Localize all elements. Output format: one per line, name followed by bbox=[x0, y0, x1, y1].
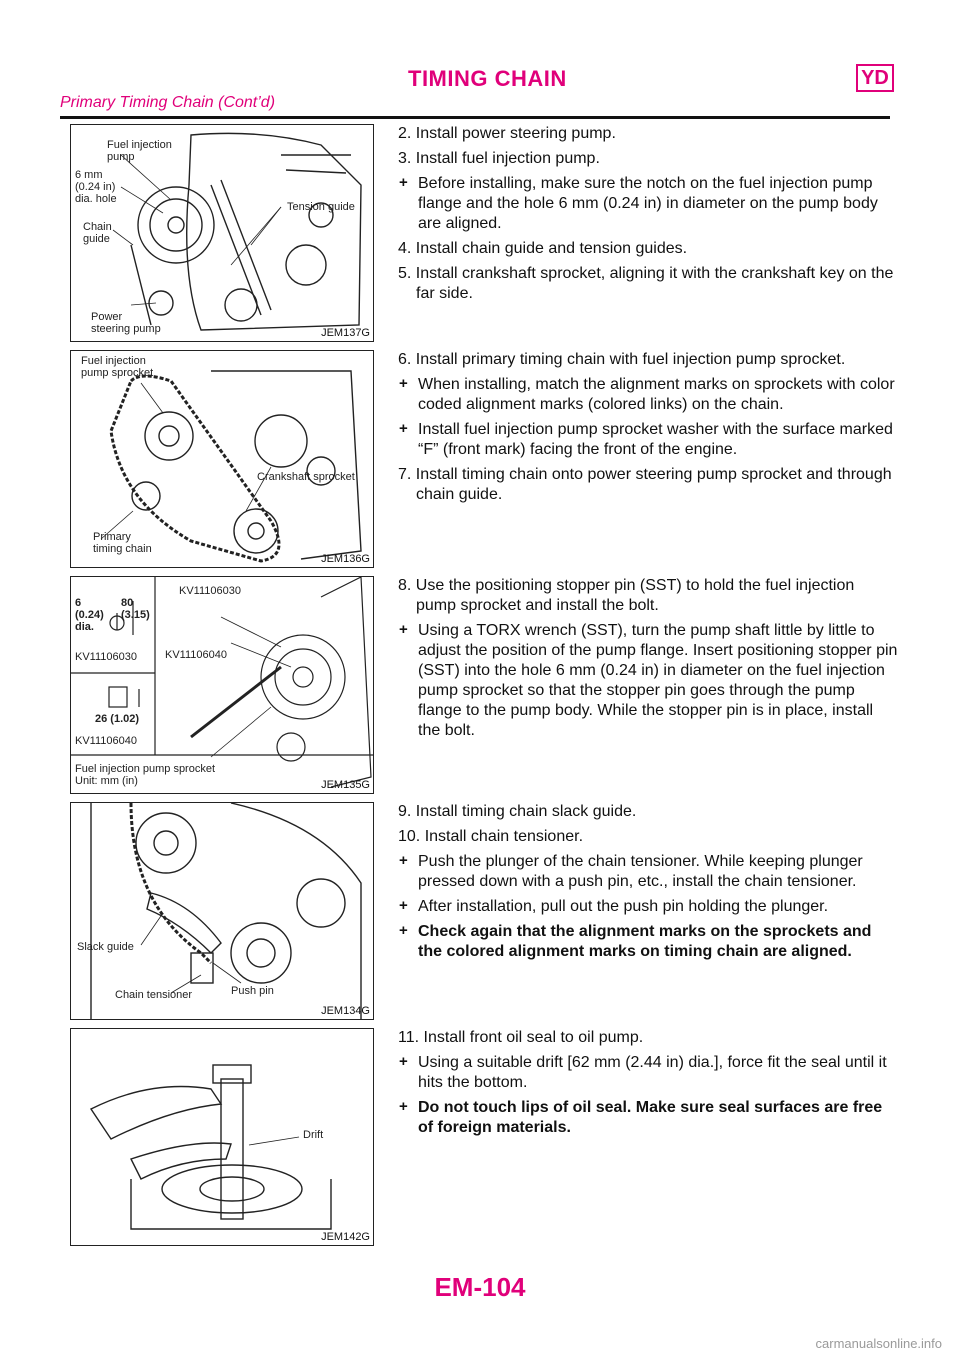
instruction-text bbox=[398, 802, 898, 967]
figure-label: Fuel injection pump bbox=[107, 139, 172, 163]
figure-label: Drift bbox=[303, 1129, 324, 1141]
header-divider bbox=[60, 116, 890, 119]
engine-badge: YD bbox=[856, 64, 894, 92]
figure-label: Primary timing chain bbox=[93, 531, 152, 555]
tensioner-illustration bbox=[71, 803, 373, 1019]
figure-code: JEM134G bbox=[321, 1005, 370, 1017]
step-text: 10. Install chain tensioner. bbox=[398, 828, 584, 845]
page-subtitle: Primary Timing Chain (Cont’d) bbox=[60, 94, 276, 111]
figure-primary-timing-chain bbox=[70, 350, 374, 568]
section-step-8 bbox=[70, 576, 898, 794]
figure-label: Slack guide bbox=[77, 941, 134, 953]
step-text: 9. Install timing chain slack guide. bbox=[398, 803, 637, 820]
step-text: 6. Install primary timing chain with fuel injection pump sprocket. bbox=[398, 351, 846, 368]
figure-label: Fuel injection pump sprocket Unit: mm (in) bbox=[75, 763, 216, 787]
bullet-text: + Install fuel injection pump sprocket washer with the surface marked “F” (front mark) facing the front of the engine. bbox=[398, 420, 898, 460]
figure-label: Chain tensioner bbox=[115, 989, 193, 1001]
section-step-6-7 bbox=[70, 350, 895, 568]
figure-code: JEM142G bbox=[321, 1231, 370, 1243]
figure-chain-tensioner bbox=[70, 802, 374, 1020]
step-text: 4. Install chain guide and tension guides. bbox=[398, 240, 688, 257]
step-text: 11. Install front oil seal to oil pump. bbox=[398, 1029, 644, 1046]
caution-text: + Do not touch lips of oil seal. Make sure seal surfaces are free of foreign materials. bbox=[398, 1098, 898, 1138]
step-text: 5. Install crankshaft sprocket, aligning it with the crankshaft key on the far side. bbox=[398, 265, 894, 302]
step-text: 3. Install fuel injection pump. bbox=[398, 150, 600, 167]
figure-label: KV11106030 bbox=[75, 651, 137, 663]
figure-label: KV11106030 bbox=[179, 585, 241, 597]
section-step-2-5 bbox=[70, 124, 892, 342]
figure-label: 6 mm (0.24 in) dia. hole bbox=[75, 169, 117, 205]
figure-label: Push pin bbox=[231, 985, 274, 997]
bullet-text: + Using a suitable drift [62 mm (2.44 in) dia.], force fit the seal until it hits the bottom. bbox=[398, 1053, 898, 1093]
caution-text: + Check again that the alignment marks on the sprockets and the colored alignment marks on timing chain are aligned. bbox=[398, 922, 898, 962]
instruction-text bbox=[398, 576, 898, 746]
step-text: 7. Install timing chain onto power steering pump sprocket and through chain guide. bbox=[398, 466, 892, 503]
figure-label: Crankshaft sprocket bbox=[257, 471, 355, 483]
step-text: 8. Use the positioning stopper pin (SST) to hold the fuel injection pump sprocket and install the bolt. bbox=[398, 577, 855, 614]
figure-label: Chain guide bbox=[83, 221, 112, 245]
figure-stopper-pin bbox=[70, 576, 374, 794]
instruction-text bbox=[398, 1028, 898, 1143]
page-number: EM-104 bbox=[434, 1272, 526, 1302]
instruction-text bbox=[398, 124, 898, 309]
figure-label: Power steering pump bbox=[91, 311, 161, 335]
section-step-11 bbox=[70, 1028, 892, 1246]
figure-label: Tension guide bbox=[287, 201, 355, 213]
figure-label: KV11106040 bbox=[165, 649, 227, 661]
instruction-text bbox=[398, 350, 898, 510]
figure-label: 6 (0.24) dia. bbox=[75, 597, 104, 633]
sst-illustration bbox=[71, 577, 373, 793]
watermark-text: carmanualsonline.info bbox=[815, 1336, 942, 1351]
figure-label: Fuel injection pump sprocket bbox=[81, 355, 154, 379]
section-step-9-10 bbox=[70, 802, 892, 1020]
figure-code: JEM137G bbox=[321, 327, 370, 339]
figure-label: 26 (1.02) bbox=[95, 713, 140, 725]
bullet-text: + Push the plunger of the chain tensioner. While keeping plunger pressed down with a push pin, etc., install the chain tensioner. bbox=[398, 852, 898, 892]
bullet-text: + After installation, pull out the push pin holding the plunger. bbox=[398, 897, 898, 917]
page-title: TIMING CHAIN bbox=[408, 66, 567, 91]
figure-oil-seal-drift bbox=[70, 1028, 374, 1246]
figure-fuel-injection-pump bbox=[70, 124, 374, 342]
bullet-text: + Before installing, make sure the notch on the fuel injection pump flange and the hole 6 mm (0.24 in) in diameter on the pump body are aligned. bbox=[398, 174, 898, 234]
bullet-text: + Using a TORX wrench (SST), turn the pump shaft little by little to adjust the position of the pump flange. Insert positioning stopper pin (SST) into the hole 6 mm (0.24 in) in diameter on the fuel injection pump sprocket so that the stopper pin goes through the pump flange to the pump body. While the stopper pin is in place, install the bolt. bbox=[398, 621, 898, 741]
step-text: 2. Install power steering pump. bbox=[398, 125, 616, 142]
figure-code: JEM136G bbox=[321, 553, 370, 565]
figure-label: KV11106040 bbox=[75, 735, 137, 747]
bullet-text: + When installing, match the alignment marks on sprockets with color coded alignment marks (colored links) on the chain. bbox=[398, 375, 898, 415]
figure-code: JEM135G bbox=[321, 779, 370, 791]
figure-label: 80 (3.15) bbox=[121, 597, 150, 621]
drift-illustration bbox=[71, 1029, 373, 1245]
